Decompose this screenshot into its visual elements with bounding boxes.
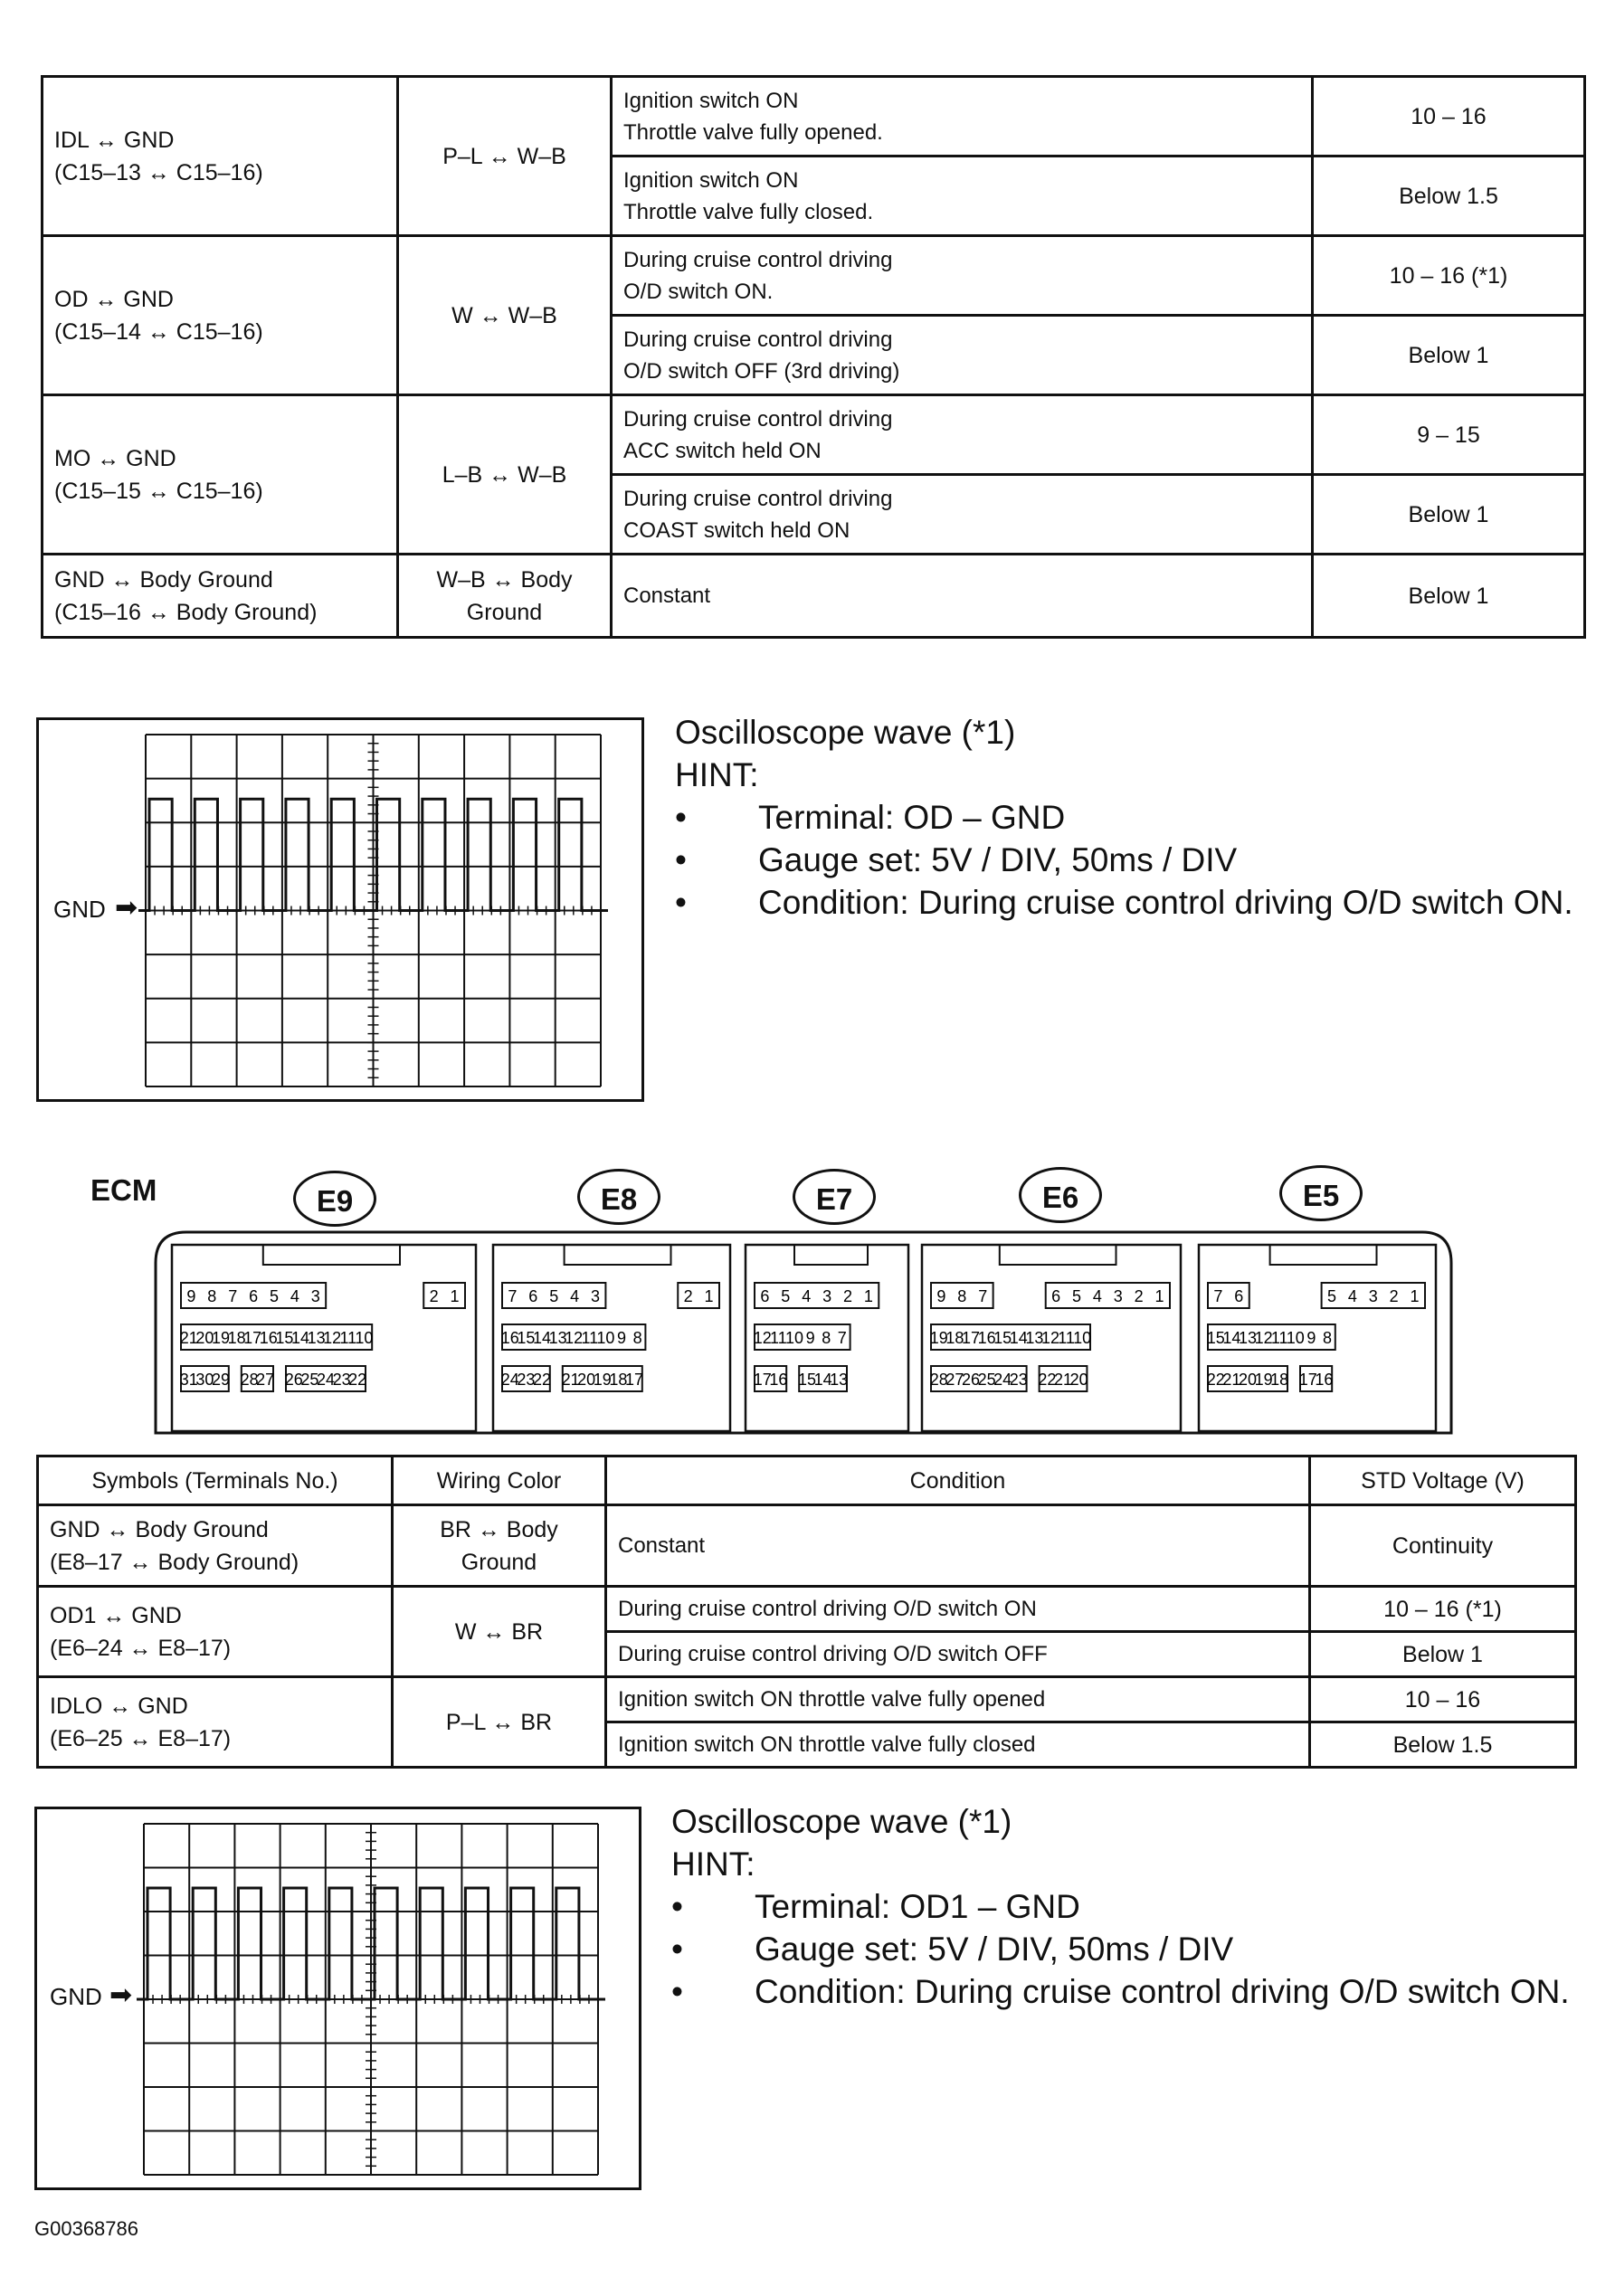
terminal-pin: 31 — [179, 1371, 198, 1389]
terminal-pin: 13 — [1025, 1329, 1044, 1347]
terminal-pin: 12 — [753, 1329, 772, 1347]
condition-text: During cruise control driving — [623, 486, 893, 511]
terminal-pin: 21 — [1222, 1371, 1241, 1389]
terminal-pin: 20 — [577, 1371, 596, 1389]
terminal-pin: 3 — [822, 1287, 832, 1305]
condition-cell: During cruise control driving O/D switch ON — [606, 1587, 1310, 1632]
terminal-pin: 15 — [1206, 1329, 1225, 1347]
terminal-pin: 18 — [945, 1329, 964, 1347]
terminal-pin: 16 — [1315, 1371, 1334, 1389]
header-voltage: STD Voltage (V) — [1310, 1456, 1576, 1505]
wiring-cell — [398, 77, 612, 236]
terminal-pin: 6 — [1234, 1287, 1244, 1305]
condition-text: Throttle valve fully opened. — [623, 119, 883, 145]
condition-text: During cruise control driving — [623, 247, 893, 272]
voltage-cell: Below 1 — [1313, 555, 1585, 638]
terminal-pin: 17 — [961, 1329, 981, 1347]
symbol-text: (C15–13 ↔ C15–16) — [54, 159, 263, 185]
terminal-pin: 25 — [977, 1371, 996, 1389]
voltage-cell: Continuity — [1310, 1505, 1576, 1587]
header-condition: Condition — [606, 1456, 1310, 1505]
terminal-pin: 15 — [993, 1329, 1012, 1347]
table-row — [38, 1587, 1576, 1632]
condition-cell — [612, 395, 1313, 475]
terminal-pin: 20 — [1238, 1371, 1258, 1389]
condition-text: Ignition switch ON — [623, 167, 799, 193]
condition-text: ACC switch held ON — [623, 438, 822, 463]
terminal-pin: 2 — [1134, 1287, 1144, 1305]
hint-terminal: • Terminal: OD1 – GND — [755, 1885, 1570, 1928]
condition-cell — [612, 157, 1313, 236]
terminal-pin: 25 — [300, 1371, 319, 1389]
ecm-title: ECM — [90, 1173, 157, 1207]
symbol-text: OD1 ↔ GND — [50, 1602, 182, 1628]
scope-hint-1 — [675, 711, 1573, 924]
table-row — [43, 236, 1585, 316]
terminal-pin: 2 — [842, 1287, 852, 1305]
terminal-pin: 11 — [581, 1329, 599, 1347]
terminal-pin: 16 — [259, 1329, 278, 1347]
terminal-pin: 18 — [227, 1329, 246, 1347]
terminal-pin: 10 — [1286, 1329, 1305, 1347]
ecm-connector-diagram — [152, 1229, 1455, 1437]
gnd-label: GND — [53, 896, 106, 923]
terminal-pin: 1 — [704, 1287, 714, 1305]
terminal-pin: 22 — [532, 1371, 552, 1389]
terminal-pin: 10 — [784, 1329, 804, 1347]
symbol-text: GND ↔ Body Ground — [54, 566, 273, 593]
terminal-pin: 17 — [243, 1329, 262, 1347]
terminal-pin: 6 — [249, 1287, 259, 1305]
wiring-cell — [398, 395, 612, 555]
terminal-pin: 28 — [240, 1371, 259, 1389]
symbol-text: (E6–25 ↔ E8–17) — [50, 1725, 232, 1751]
condition-cell — [612, 77, 1313, 157]
terminal-pin: 8 — [632, 1329, 642, 1347]
terminal-pin: 12 — [565, 1329, 584, 1347]
terminal-pin: 17 — [624, 1371, 644, 1389]
condition-cell: Ignition switch ON throttle valve fully closed — [606, 1722, 1310, 1768]
voltage-cell: Below 1 — [1313, 316, 1585, 395]
terminal-pin: 6 — [528, 1287, 538, 1305]
condition-text: O/D switch OFF (3rd driving) — [623, 358, 900, 384]
terminal-pin: 23 — [1009, 1371, 1028, 1389]
symbol-cell — [43, 236, 398, 395]
symbol-text: IDL ↔ GND — [54, 127, 175, 153]
connector-label-e8: E8 — [577, 1169, 660, 1225]
scope-title: Oscilloscope wave (*1) — [671, 1803, 1012, 1840]
terminal-pin: 12 — [1040, 1329, 1060, 1347]
voltage-cell: 10 – 16 (*1) — [1313, 236, 1585, 316]
terminal-pin: 28 — [929, 1371, 948, 1389]
terminal-pin: 21 — [179, 1329, 198, 1347]
terminal-pin: 4 — [1347, 1287, 1357, 1305]
terminal-pin: 14 — [532, 1329, 552, 1347]
connector-label-e6: E6 — [1019, 1167, 1102, 1223]
terminal-pin: 19 — [1254, 1371, 1273, 1389]
table-row — [43, 555, 1585, 638]
voltage-cell: Below 1.5 — [1310, 1722, 1576, 1768]
terminal-pin: 8 — [822, 1329, 831, 1347]
figure-code: G00368786 — [34, 2217, 138, 2240]
terminal-pin: 26 — [961, 1371, 981, 1389]
hint-gauge: • Gauge set: 5V / DIV, 50ms / DIV — [758, 839, 1573, 881]
terminal-pin: 22 — [1038, 1371, 1057, 1389]
symbol-text: MO ↔ GND — [54, 445, 176, 471]
symbol-text: GND ↔ Body Ground — [50, 1516, 269, 1542]
terminal-pin: 15 — [517, 1329, 536, 1347]
terminal-pin: 20 — [1069, 1371, 1088, 1389]
header-wiring: Wiring Color — [393, 1456, 606, 1505]
terminal-pin: 18 — [1270, 1371, 1289, 1389]
voltage-cell: 10 – 16 (*1) — [1310, 1587, 1576, 1632]
terminal-table-1 — [41, 75, 1586, 639]
hint-label: HINT: — [671, 1845, 755, 1883]
condition-text: Ignition switch ON — [623, 88, 799, 113]
wiring-cell — [393, 1505, 606, 1587]
terminal-pin: 15 — [275, 1329, 294, 1347]
terminal-pin: 22 — [348, 1371, 367, 1389]
condition-cell — [612, 316, 1313, 395]
terminal-pin: 21 — [1053, 1371, 1073, 1389]
terminal-pin: 11 — [339, 1329, 357, 1347]
terminal-pin: 27 — [256, 1371, 275, 1389]
terminal-pin: 9 — [936, 1287, 946, 1305]
terminal-pin: 19 — [211, 1329, 231, 1347]
terminal-pin: 4 — [570, 1287, 580, 1305]
hint-terminal: • Terminal: OD – GND — [758, 796, 1573, 839]
terminal-pin: 12 — [1254, 1329, 1273, 1347]
symbol-text: (C15–15 ↔ C15–16) — [54, 478, 263, 504]
terminal-pin: 9 — [616, 1329, 627, 1347]
terminal-pin: 11 — [1270, 1329, 1288, 1347]
wiring-text: W–B ↔ Body — [436, 566, 573, 593]
wiring-text: W ↔ BR — [454, 1618, 544, 1645]
condition-text: During cruise control driving — [623, 406, 893, 432]
terminal-pin: 4 — [802, 1287, 812, 1305]
gnd-arrow-icon: ➡ — [115, 893, 138, 923]
table-row — [43, 77, 1585, 157]
condition-text: During cruise control driving — [623, 327, 893, 352]
terminal-pin: 7 — [508, 1287, 518, 1305]
hint-gauge: • Gauge set: 5V / DIV, 50ms / DIV — [755, 1928, 1570, 1970]
terminal-pin: 7 — [228, 1287, 238, 1305]
terminal-pin: 5 — [1327, 1287, 1337, 1305]
terminal-pin: 7 — [978, 1287, 988, 1305]
terminal-pin: 14 — [1009, 1329, 1028, 1347]
terminal-pin: 16 — [769, 1371, 788, 1389]
condition-cell — [612, 236, 1313, 316]
connector-label-e9: E9 — [293, 1171, 376, 1227]
terminal-pin: 2 — [429, 1287, 439, 1305]
terminal-pin: 12 — [323, 1329, 342, 1347]
terminal-pin: 2 — [683, 1287, 693, 1305]
condition-cell: Constant — [606, 1505, 1310, 1587]
voltage-cell: 9 – 15 — [1313, 395, 1585, 475]
terminal-pin: 13 — [1238, 1329, 1258, 1347]
terminal-pin: 9 — [186, 1287, 196, 1305]
terminal-pin: 20 — [195, 1329, 214, 1347]
hint-label: HINT: — [675, 756, 759, 793]
wiring-text: Ground — [461, 1549, 537, 1575]
condition-text: COAST switch held ON — [623, 517, 850, 543]
terminal-table-2 — [36, 1455, 1577, 1769]
gnd-arrow-icon: ➡ — [109, 1980, 133, 2010]
wiring-text: W ↔ W–B — [451, 302, 557, 328]
voltage-cell: Below 1 — [1313, 475, 1585, 555]
terminal-group — [755, 1283, 879, 1308]
symbol-cell — [43, 555, 398, 638]
condition-text: O/D switch ON. — [623, 279, 774, 304]
terminal-pin: 18 — [609, 1371, 628, 1389]
terminal-pin: 5 — [781, 1287, 791, 1305]
terminal-pin: 1 — [863, 1287, 873, 1305]
symbol-cell — [43, 395, 398, 555]
terminal-pin: 13 — [307, 1329, 326, 1347]
terminal-pin: 8 — [957, 1287, 967, 1305]
terminal-pin: 10 — [355, 1329, 374, 1347]
wiring-cell — [398, 236, 612, 395]
terminal-pin: 9 — [1306, 1329, 1316, 1347]
terminal-pin: 17 — [1298, 1371, 1317, 1389]
connector-key — [565, 1245, 671, 1265]
terminal-pin: 14 — [290, 1329, 310, 1347]
table-row — [38, 1677, 1576, 1722]
wiring-text: P–L ↔ BR — [445, 1709, 553, 1735]
terminal-pin: 9 — [805, 1329, 815, 1347]
wiring-cell — [393, 1677, 606, 1768]
terminal-pin: 6 — [760, 1287, 770, 1305]
wiring-cell — [393, 1587, 606, 1677]
terminal-pin: 7 — [837, 1329, 847, 1347]
terminal-pin: 4 — [290, 1287, 299, 1305]
terminal-pin: 11 — [1058, 1329, 1075, 1347]
terminal-pin: 1 — [1410, 1287, 1420, 1305]
condition-text: Constant — [623, 583, 711, 608]
terminal-pin: 23 — [332, 1371, 351, 1389]
terminal-pin: 21 — [561, 1371, 580, 1389]
terminal-pin: 13 — [548, 1329, 567, 1347]
voltage-cell: 10 – 16 — [1310, 1677, 1576, 1722]
terminal-pin: 2 — [1389, 1287, 1399, 1305]
terminal-pin: 27 — [945, 1371, 964, 1389]
terminal-pin: 4 — [1092, 1287, 1102, 1305]
connector-key — [1270, 1245, 1377, 1265]
condition-text: Throttle valve fully closed. — [623, 199, 874, 224]
oscilloscope-screen-2 — [34, 1807, 641, 2190]
terminal-pin: 8 — [1322, 1329, 1333, 1347]
terminal-pin: 24 — [500, 1371, 519, 1389]
voltage-cell: Below 1 — [1310, 1632, 1576, 1677]
wiring-text: Ground — [466, 599, 543, 625]
terminal-pin: 10 — [1073, 1329, 1092, 1347]
terminal-pin: 5 — [269, 1287, 279, 1305]
terminal-pin: 3 — [1113, 1287, 1123, 1305]
symbol-text: (E8–17 ↔ Body Ground) — [50, 1549, 299, 1575]
terminal-pin: 7 — [1213, 1287, 1223, 1305]
terminal-pin: 13 — [830, 1371, 849, 1389]
wiring-text: BR ↔ Body — [440, 1516, 558, 1542]
symbol-text: (C15–14 ↔ C15–16) — [54, 318, 263, 345]
connector-key — [263, 1245, 400, 1265]
symbol-text: (E6–24 ↔ E8–17) — [50, 1635, 232, 1661]
terminal-pin: 10 — [596, 1329, 615, 1347]
scope-title: Oscilloscope wave (*1) — [675, 714, 1016, 751]
terminal-pin: 15 — [797, 1371, 817, 1389]
header-symbols: Symbols (Terminals No.) — [38, 1456, 393, 1505]
symbol-cell — [38, 1677, 393, 1768]
connector-key — [794, 1245, 868, 1265]
terminal-pin: 24 — [993, 1371, 1012, 1389]
terminal-pin: 3 — [590, 1287, 600, 1305]
connector-label-e7: E7 — [793, 1169, 876, 1225]
hint-condition: • Condition: During cruise control driving O/D switch ON. — [758, 881, 1573, 924]
condition-cell: During cruise control driving O/D switch OFF — [606, 1632, 1310, 1677]
terminal-pin: 29 — [211, 1371, 231, 1389]
terminal-group — [1046, 1283, 1170, 1308]
terminal-pin: 19 — [593, 1371, 612, 1389]
terminal-pin: 23 — [517, 1371, 536, 1389]
connector-label-e5: E5 — [1279, 1165, 1363, 1221]
terminal-pin: 6 — [1051, 1287, 1061, 1305]
wiring-text: L–B ↔ W–B — [442, 461, 567, 488]
voltage-cell: 10 – 16 — [1313, 77, 1585, 157]
hint-condition: • Condition: During cruise control driving O/D switch ON. — [755, 1970, 1570, 2013]
terminal-pin: 30 — [195, 1371, 214, 1389]
terminal-pin: 16 — [500, 1329, 519, 1347]
table-row — [38, 1505, 1576, 1587]
connector-key — [1000, 1245, 1116, 1265]
symbol-text: OD ↔ GND — [54, 286, 174, 312]
terminal-pin: 14 — [1222, 1329, 1241, 1347]
terminal-pin: 3 — [1368, 1287, 1378, 1305]
symbol-cell — [38, 1505, 393, 1587]
terminal-pin: 24 — [316, 1371, 336, 1389]
terminal-pin: 11 — [770, 1329, 787, 1347]
condition-cell: Ignition switch ON throttle valve fully opened — [606, 1677, 1310, 1722]
scope-hint-2 — [671, 1800, 1570, 2013]
terminal-pin: 5 — [1072, 1287, 1082, 1305]
condition-cell — [612, 475, 1313, 555]
symbol-text: (C15–16 ↔ Body Ground) — [54, 599, 318, 625]
terminal-pin: 26 — [284, 1371, 303, 1389]
terminal-pin: 22 — [1206, 1371, 1225, 1389]
terminal-pin: 5 — [549, 1287, 559, 1305]
terminal-pin: 8 — [207, 1287, 217, 1305]
terminal-pin: 1 — [450, 1287, 460, 1305]
voltage-cell: Below 1.5 — [1313, 157, 1585, 236]
symbol-text: IDLO ↔ GND — [50, 1693, 188, 1719]
terminal-pin: 19 — [929, 1329, 948, 1347]
condition-cell — [612, 555, 1313, 638]
wiring-cell — [398, 555, 612, 638]
wiring-text: P–L ↔ W–B — [442, 143, 566, 169]
symbol-cell — [43, 77, 398, 236]
terminal-pin: 1 — [1154, 1287, 1164, 1305]
terminal-pin: 17 — [753, 1371, 772, 1389]
symbol-cell — [38, 1587, 393, 1677]
terminal-pin: 16 — [977, 1329, 996, 1347]
gnd-label: GND — [50, 1983, 102, 2010]
terminal-pin: 14 — [813, 1371, 832, 1389]
oscilloscope-screen-1 — [36, 717, 644, 1102]
terminal-pin: 3 — [310, 1287, 320, 1305]
table-row — [43, 395, 1585, 475]
